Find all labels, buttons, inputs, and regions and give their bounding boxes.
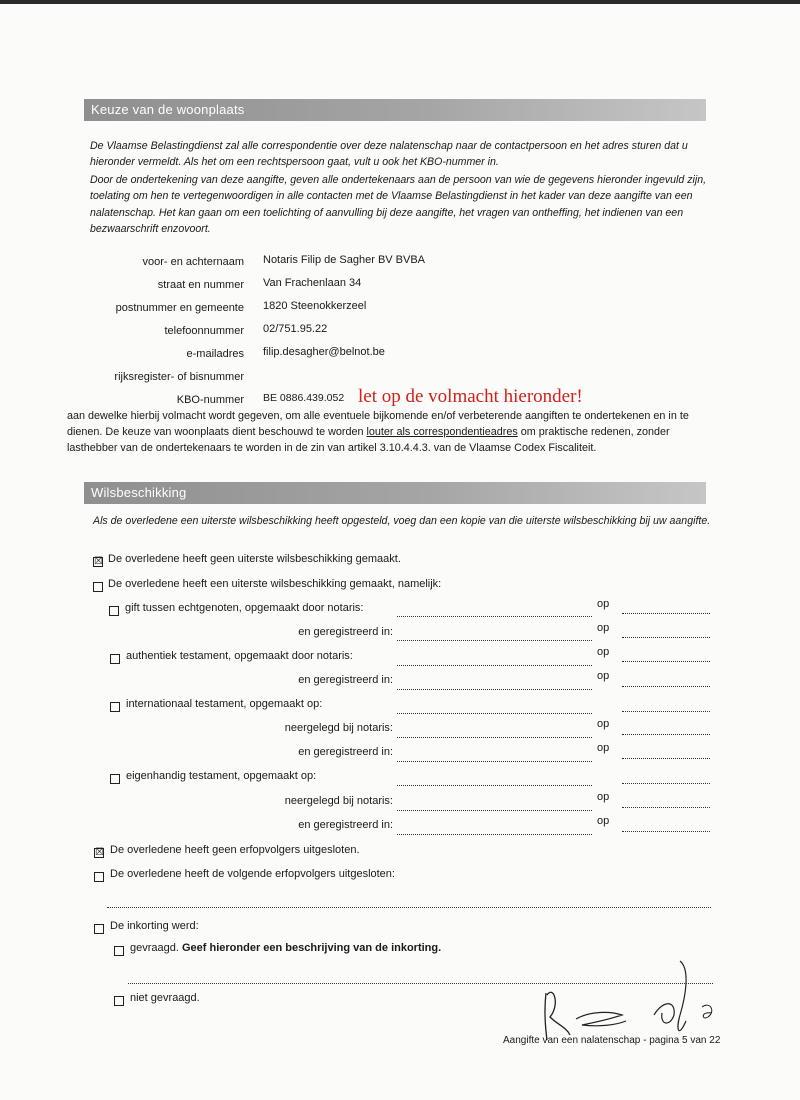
- line-gift-date[interactable]: [622, 613, 710, 614]
- section-header-woonplaats: Keuze van de woonplaats: [84, 99, 706, 121]
- line-holographic-extra[interactable]: [622, 783, 710, 784]
- wilsbeschikking-intro: Als de overledene een uiterste wilsbeschikking heeft opgesteld, voeg dan een kopie van die uiterste wilsbeschikking bij uw aangifte.: [93, 515, 711, 527]
- label-registered-1: en geregistreerd in:: [298, 626, 393, 638]
- handwritten-signatures: [530, 955, 730, 1045]
- line-deposited-2[interactable]: [397, 810, 592, 811]
- label-inkorting: De inkorting werd:: [110, 920, 199, 932]
- line-deposited-2-date[interactable]: [622, 807, 710, 808]
- scan-edge: [0, 0, 800, 4]
- line-registered-2[interactable]: [397, 689, 592, 690]
- label-registered-3: en geregistreerd in:: [298, 746, 393, 758]
- line-authentic-notary[interactable]: [397, 665, 592, 666]
- op-label: op: [597, 646, 610, 658]
- label-deposited-1: neergelegd bij notaris:: [284, 722, 393, 734]
- label-deposited-2: neergelegd bij notaris:: [284, 795, 393, 807]
- line-registered-2-date[interactable]: [622, 686, 710, 687]
- line-international-extra[interactable]: [622, 711, 710, 712]
- op-label: op: [597, 598, 610, 610]
- op-label: op: [597, 622, 610, 634]
- intro-paragraph-1: De Vlaamse Belastingdienst zal alle correspondentie over deze nalatenschap naar de contactpersoon en het adres sturen dat u hieronder vermeldt. Als het om een rechtspersoon gaat, vult u ook het KBO-nummer in.: [90, 140, 688, 169]
- intro-paragraph-2: Door de ondertekening van deze aangifte, geven alle ondertekenaars aan de persoon van wie de gegevens hieronder ingevuld zijn, toelating om hen te vertegenwoordigen in alle contacten met de Vlaamse Belastingdienst in het kader van deze aangifte van een nalatenschap. Het kan gaan om een toelichting of aanvulling bij deze aangifte, het vragen van ontheffing, het indienen van een bezwaarschrift enzovoort.: [90, 174, 707, 236]
- checkbox-no-will[interactable]: ☒: [94, 556, 103, 567]
- op-label: op: [597, 670, 610, 682]
- gevraagd-text: gevraagd.: [130, 942, 179, 954]
- line-international-date[interactable]: [397, 713, 592, 714]
- field-label-rijksregister: rijksregister- of bisnummer: [114, 371, 244, 383]
- checkbox-inkorting[interactable]: [94, 924, 104, 934]
- label-no-will: De overledene heeft geen uiterste wilsbeschikking gemaakt.: [108, 553, 401, 565]
- label-exclusion: De overledene heeft de volgende erfopvolgers uitgesloten:: [110, 868, 395, 880]
- line-deposited-1[interactable]: [397, 737, 592, 738]
- label-holographic: eigenhandig testament, opgemaakt op:: [126, 770, 317, 782]
- label-registered-4: en geregistreerd in:: [298, 819, 393, 831]
- label-international: internationaal testament, opgemaakt op:: [126, 698, 323, 710]
- label-gevraagd: [130, 942, 441, 954]
- volmacht-underlined: louter als correspondentieadres: [366, 426, 518, 438]
- line-registered-3-date[interactable]: [622, 758, 710, 759]
- line-exclusion-description[interactable]: [107, 907, 711, 908]
- volmacht-text-b: om praktische redenen, zonder lasthebber van de ondertekenaars te worden in de zin van artikel 3.10.4.4.3. van de Vlaamse Codex Fiscaliteit.: [67, 426, 670, 454]
- line-registered-1[interactable]: [397, 640, 592, 641]
- field-value-kbo: BE 0886.439.052: [263, 392, 345, 404]
- field-value-name: Notaris Filip de Sagher BV BVBA: [263, 254, 426, 266]
- op-label: op: [597, 718, 610, 730]
- field-value-postcode: 1820 Steenokkerzeel: [263, 300, 367, 312]
- label-no-exclusion: De overledene heeft geen erfopvolgers uitgesloten.: [110, 844, 360, 856]
- field-label-phone: telefoonnummer: [164, 325, 244, 337]
- line-deposited-1-date[interactable]: [622, 734, 710, 735]
- checkbox-niet-gevraagd[interactable]: [114, 996, 124, 1006]
- line-registered-1-date[interactable]: [622, 637, 710, 638]
- checkbox-gift[interactable]: [109, 606, 119, 616]
- op-label: op: [597, 815, 610, 827]
- line-registered-4-date[interactable]: [622, 831, 710, 832]
- volmacht-text-a: aan dewelke hierbij volmacht wordt gegeven, om alle eventuele bijkomende en/of verbeterende aangiften te ondertekenen en in te dienen. De keuze van woonplaats dient beschouwd te worden: [67, 410, 689, 438]
- section-header-wilsbeschikking: Wilsbeschikking: [84, 482, 706, 504]
- op-label: op: [597, 791, 610, 803]
- gevraagd-bold-text: Geef hieronder een beschrijving van de inkorting.: [182, 942, 442, 954]
- field-label-street: straat en nummer: [157, 279, 244, 291]
- checkbox-will-made[interactable]: [93, 582, 103, 592]
- checkbox-exclusion[interactable]: [94, 872, 104, 882]
- field-value-phone: 02/751.95.22: [263, 323, 328, 335]
- label-niet-gevraagd: niet gevraagd.: [130, 992, 200, 1004]
- line-gift-notary[interactable]: [397, 616, 592, 617]
- label-gift: gift tussen echtgenoten, opgemaakt door notaris:: [125, 602, 364, 614]
- field-label-name: voor- en achternaam: [142, 256, 244, 268]
- page-footer: Aangifte van een nalatenschap - pagina 5 van 22: [503, 1035, 721, 1046]
- op-label: op: [597, 742, 610, 754]
- checkbox-authentic[interactable]: [110, 654, 120, 664]
- field-label-postcode: postnummer en gemeente: [115, 302, 244, 314]
- field-value-email: filip.desagher@belnot.be: [263, 346, 385, 358]
- handwritten-note: let op de volmacht hieronder!: [358, 386, 583, 407]
- field-label-kbo: KBO-nummer: [176, 394, 244, 406]
- volmacht-paragraph: [67, 408, 722, 456]
- checkbox-international[interactable]: [110, 702, 120, 712]
- label-authentic: authentiek testament, opgemaakt door notaris:: [126, 650, 353, 662]
- field-label-email: e-mailadres: [186, 348, 244, 360]
- line-registered-3[interactable]: [397, 761, 592, 762]
- line-authentic-date[interactable]: [622, 661, 710, 662]
- checkbox-holographic[interactable]: [110, 774, 120, 784]
- checkbox-gevraagd[interactable]: [114, 946, 124, 956]
- line-holographic-date[interactable]: [397, 785, 592, 786]
- line-registered-4[interactable]: [397, 834, 592, 835]
- label-will-made: De overledene heeft een uiterste wilsbeschikking gemaakt, namelijk:: [108, 578, 442, 590]
- checkbox-no-exclusion[interactable]: ☒: [95, 847, 104, 858]
- field-value-street: Van Frachenlaan 34: [263, 277, 362, 289]
- label-registered-2: en geregistreerd in:: [298, 674, 393, 686]
